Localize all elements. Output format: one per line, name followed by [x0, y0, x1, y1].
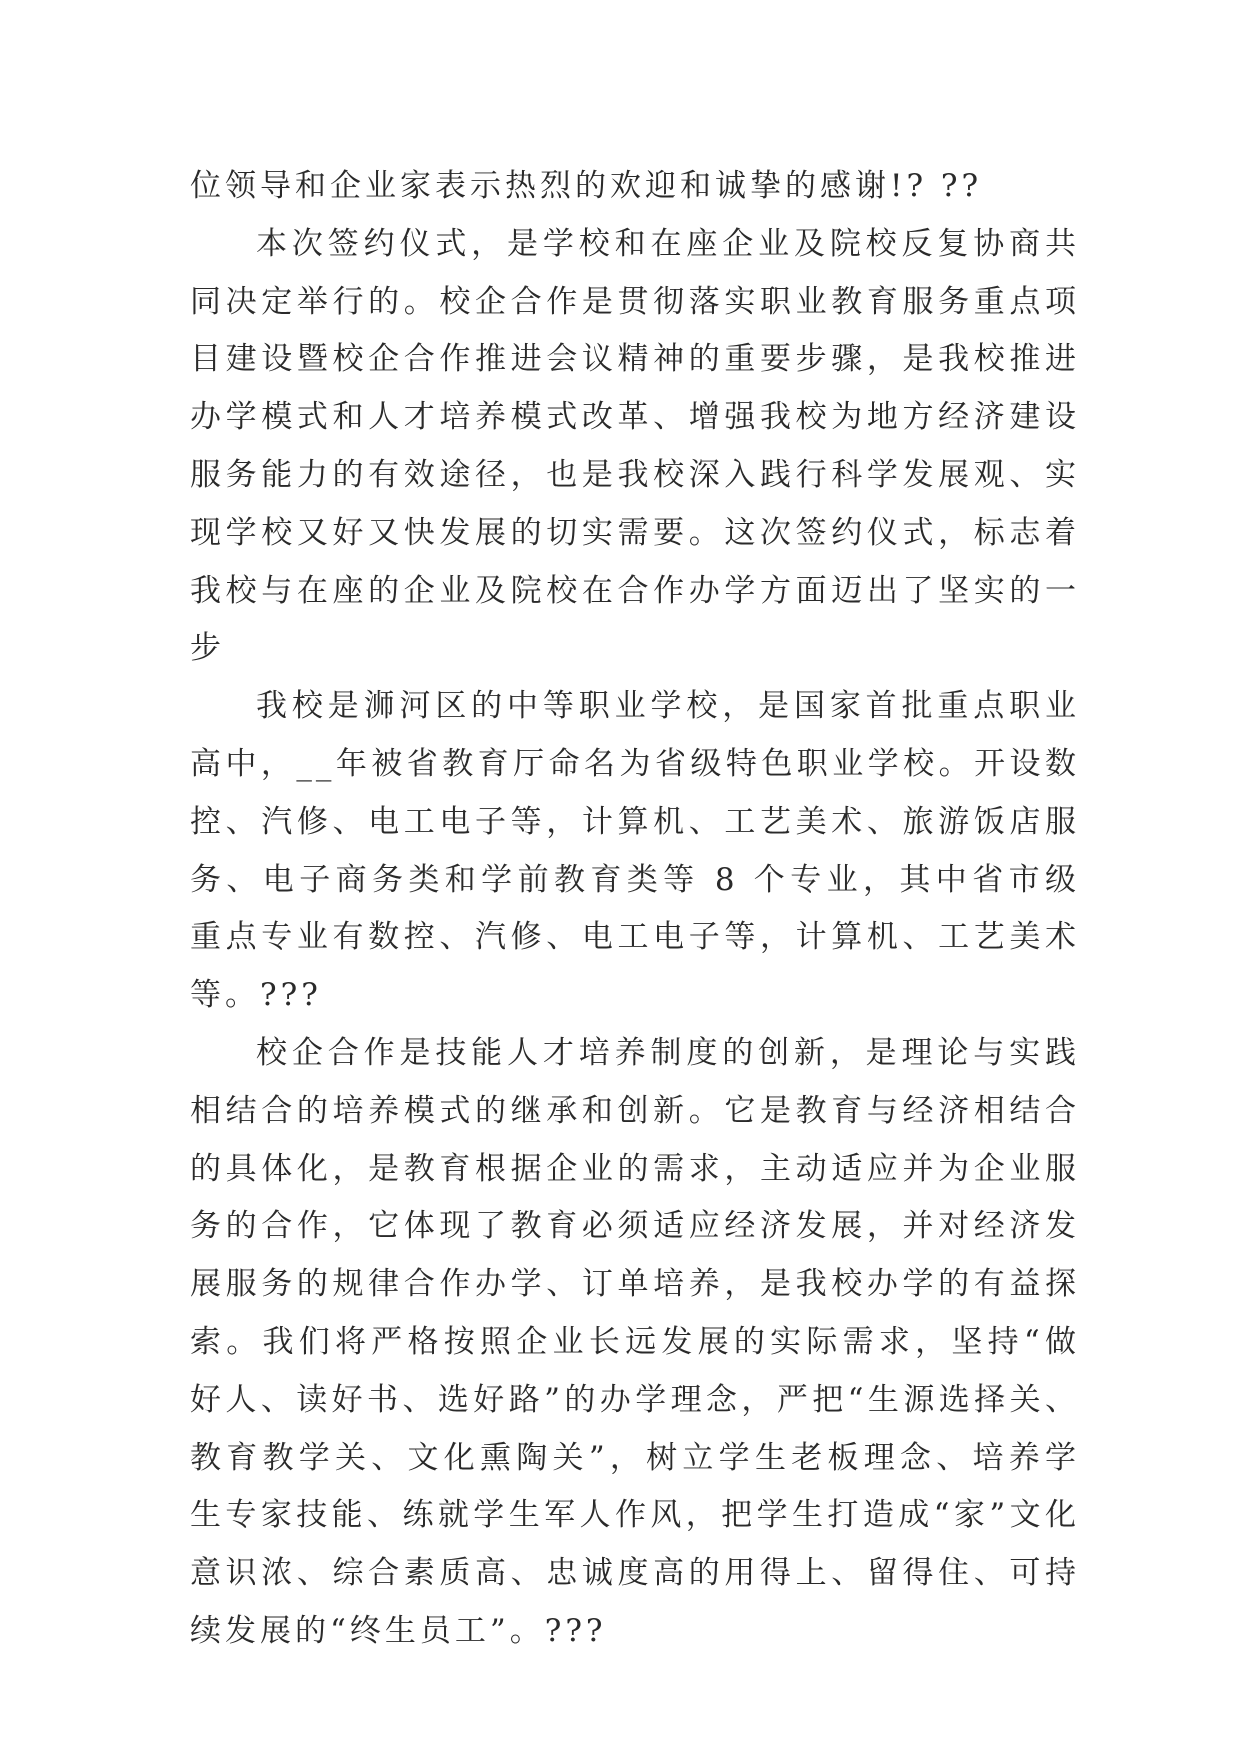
paragraph-3: 我校是浉河区的中等职业学校，是国家首批重点职业高中，__年被省教育厅命名为省级特色职业学校。开设数控、汽修、电工电子等，计算机、工艺美术、旅游饭店服务、电子商务类和学前教育类等 8 个专业，其中省市级重点专业有数控、汽修、电工电子等，计算机、工艺美术等。??? [190, 688, 1080, 1014]
paragraph-1: 位领导和企业家表示热烈的欢迎和诚挚的感谢!? ?? [190, 168, 983, 204]
document-body [190, 158, 1080, 1661]
paragraph-2: 本次签约仪式，是学校和在座企业及院校反复协商共同决定举行的。校企合作是贯彻落实职业教育服务重点项目建设暨校企合作推进会议精神的重要步骤，是我校推进办学模式和人才培养模式改革、增强我校为地方经济建设服务能力的有效途径，也是我校深入践行科学发展观、实现学校又好又快发展的切实需要。这次签约仪式，标志着我校与在座的企业及院校在合作办学方面迈出了坚实的一步 [190, 225, 1080, 667]
paragraph-4: 校企合作是技能人才培养制度的创新，是理论与实践相结合的培养模式的继承和创新。它是教育与经济相结合的具体化，是教育根据企业的需求，主动适应并为企业服务的合作，它体现了教育必须适应经济发展，并对经济发展服务的规律合作办学、订单培养，是我校办学的有益探索。我们将严格按照企业长远发展的实际需求，坚持“做好人、读好书、选好路”的办学理念，严把“生源选择关、教育教学关、文化熏陶关”，树立学生老板理念、培养学生专家技能、练就学生军人作风，把学生打造成“家”文化意识浓、综合素质高、忠诚度高的用得上、留得住、可持续发展的“终生员工”。??? [190, 1034, 1080, 1649]
